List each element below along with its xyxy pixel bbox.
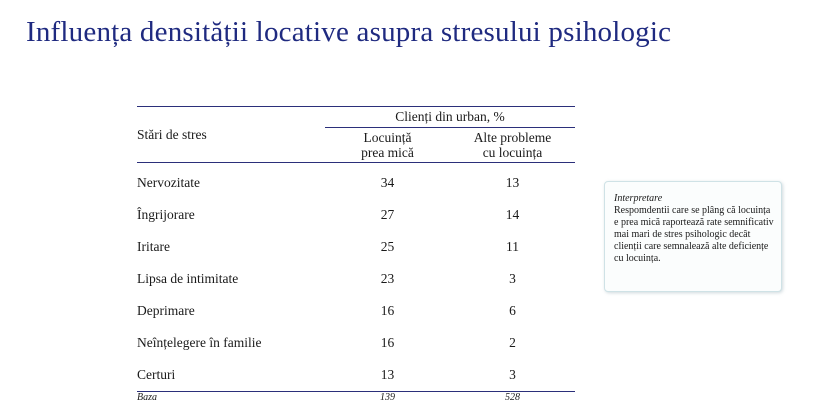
row-label: Certuri xyxy=(137,367,176,382)
col1-header-line1: Locuință xyxy=(363,130,412,145)
col2-header-line2: cu locuința xyxy=(482,145,543,160)
col1-header-line2: prea mică xyxy=(361,145,414,160)
row-value-other: 11 xyxy=(506,239,519,254)
base-row xyxy=(137,392,575,407)
row-value-small: 16 xyxy=(380,335,395,350)
row-label: Lipsa de intimitate xyxy=(137,271,239,286)
table-row xyxy=(137,163,575,200)
row-value-small: 34 xyxy=(380,175,395,190)
base-value-other: 528 xyxy=(505,392,520,403)
row-value-small: 25 xyxy=(380,239,395,254)
interpretation-text: Respomdentii care se plâng că locuința e prea mică raportează rate semnificativ mai mari de stres psihologic decât clienții care semnalează alte deficiențe cu locuința. xyxy=(614,205,774,264)
stress-table xyxy=(137,106,575,406)
row-value-other: 14 xyxy=(505,207,520,222)
row-label: Deprimare xyxy=(137,303,195,318)
base-label: Baza xyxy=(137,392,157,403)
row-label: Neînțelegere în familie xyxy=(137,335,262,350)
table-row xyxy=(137,199,575,231)
base-value-small: 139 xyxy=(380,392,395,403)
row-label: Nervozitate xyxy=(137,175,200,190)
row-value-other: 13 xyxy=(505,175,520,190)
row-value-other: 3 xyxy=(509,271,516,286)
table-row xyxy=(137,327,575,359)
interpretation-box xyxy=(604,181,782,292)
row-value-small: 27 xyxy=(380,207,395,222)
col2-header xyxy=(450,128,575,163)
row-value-other: 6 xyxy=(509,303,516,318)
col2-header-line1: Alte probleme xyxy=(473,130,552,145)
row-label: Îngrijorare xyxy=(137,207,195,222)
row-value-other: 3 xyxy=(509,367,516,382)
row-value-small: 23 xyxy=(380,271,395,286)
group-header: Clienți din urban, % xyxy=(325,107,575,128)
interpretation-title: Interpretare xyxy=(614,193,663,204)
row-value-other: 2 xyxy=(509,335,516,350)
row-header: Stări de stres xyxy=(137,107,325,163)
page-title: Influența densității locative asupra stresului psihologic xyxy=(26,16,672,48)
row-value-small: 13 xyxy=(380,367,395,382)
table-row xyxy=(137,295,575,327)
row-label: Iritare xyxy=(137,239,170,254)
table-row xyxy=(137,359,575,392)
col1-header xyxy=(325,128,450,163)
table-row xyxy=(137,263,575,295)
table-row xyxy=(137,231,575,263)
row-value-small: 16 xyxy=(380,303,395,318)
